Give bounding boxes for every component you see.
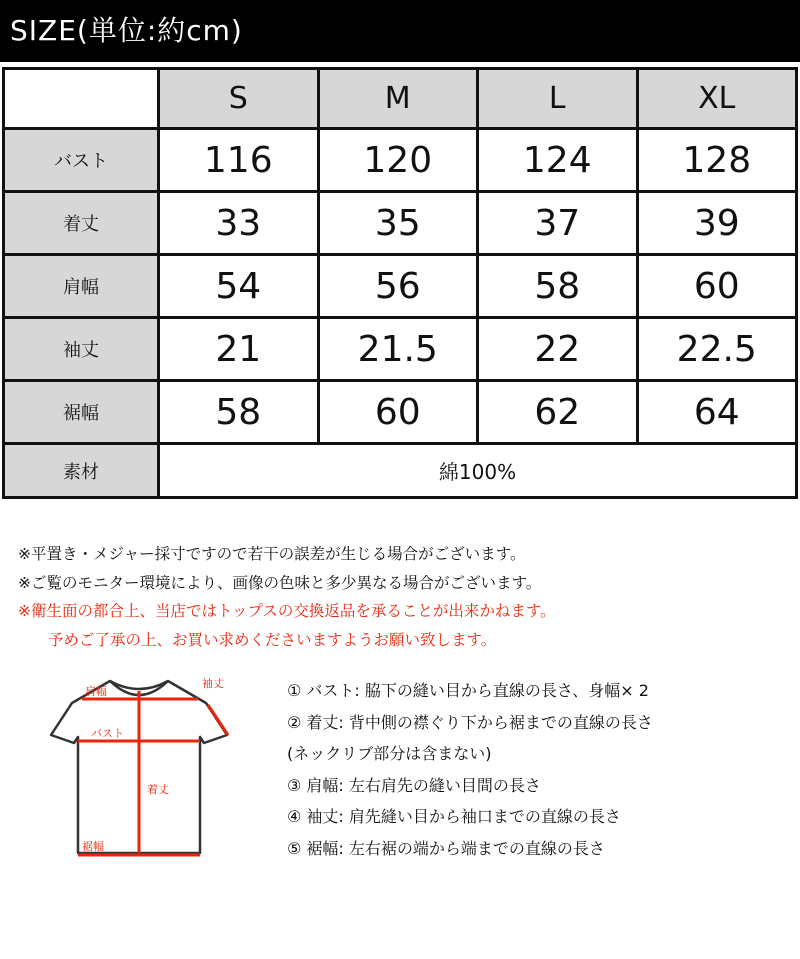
table-cell: 54 (159, 255, 319, 318)
table-cell: 116 (159, 129, 319, 192)
measure-line: ⑤ 裾幅: 左右裾の端から端までの直線の長さ (287, 838, 605, 858)
measure-line: ④ 袖丈: 肩先縫い目から袖口までの直線の長さ (287, 807, 621, 827)
row-label: バスト (4, 129, 159, 192)
row-label: 肩幅 (4, 255, 159, 318)
table-cell: 124 (478, 129, 638, 192)
table-cell: 56 (318, 255, 478, 318)
sleeve-line (208, 705, 228, 735)
note-line: ※ご覧のモニター環境により、画像の色味と多少異なる場合がございます。 (18, 573, 542, 592)
table-row (4, 318, 797, 381)
table-cell: 39 (637, 192, 797, 255)
measure-line: (ネックリブ部分は含まない) (287, 744, 492, 764)
table-cell: 58 (478, 255, 638, 318)
table-cell: 33 (159, 192, 319, 255)
tshirt-diagram (38, 665, 243, 870)
material-value: 綿100% (159, 444, 797, 498)
shoulder-label: 肩幅 (85, 685, 107, 698)
warning-line: 予めご了承の上、お買い求めくださいますようお願い致します。 (48, 630, 497, 649)
measure-line: ② 着丈: 背中側の襟ぐり下から裾までの直線の長さ (287, 712, 653, 732)
bust-label: バスト (91, 727, 124, 740)
size-header-row (4, 69, 797, 129)
table-row (4, 255, 797, 318)
table-cell: 22 (478, 318, 638, 381)
header-blank-cell (4, 69, 159, 129)
measure-line: ① バスト: 脇下の縫い目から直線の長さ、身幅× 2 (287, 681, 649, 700)
material-row (4, 444, 797, 498)
page-title: SIZE(単位:約cm) (0, 0, 800, 62)
table-cell: 128 (637, 129, 797, 192)
material-label: 素材 (4, 444, 159, 498)
size-header: L (478, 69, 638, 129)
warning-line: ※衛生面の都合上、当店ではトップスの交換返品を承ることが出来かねます。 (18, 602, 556, 620)
table-cell: 60 (318, 381, 478, 444)
table-cell: 64 (637, 381, 797, 444)
table-row (4, 192, 797, 255)
size-table (2, 67, 798, 499)
table-cell: 21.5 (318, 318, 478, 381)
row-label: 袖丈 (4, 318, 159, 381)
table-row (4, 129, 797, 192)
size-header: M (318, 69, 478, 129)
size-header: XL (637, 69, 797, 129)
table-cell: 58 (159, 381, 319, 444)
table-cell: 35 (318, 192, 478, 255)
note-line: ※平置き・メジャー採寸ですので若干の誤差が生じる場合がございます。 (18, 545, 526, 563)
table-row (4, 381, 797, 444)
table-cell: 37 (478, 192, 638, 255)
table-cell: 60 (637, 255, 797, 318)
sleeve-label: 袖丈 (202, 677, 224, 690)
table-cell: 22.5 (637, 318, 797, 381)
measure-line: ③ 肩幅: 左右肩先の縫い目間の長さ (287, 775, 541, 795)
notes (18, 540, 556, 654)
length-label: 着丈 (147, 783, 169, 796)
table-cell: 120 (318, 129, 478, 192)
table-cell: 21 (159, 318, 319, 381)
size-header: S (159, 69, 319, 129)
measurement-notes (287, 675, 653, 865)
row-label: 裾幅 (4, 381, 159, 444)
row-label: 着丈 (4, 192, 159, 255)
hem-label: 裾幅 (82, 840, 104, 853)
table-cell: 62 (478, 381, 638, 444)
